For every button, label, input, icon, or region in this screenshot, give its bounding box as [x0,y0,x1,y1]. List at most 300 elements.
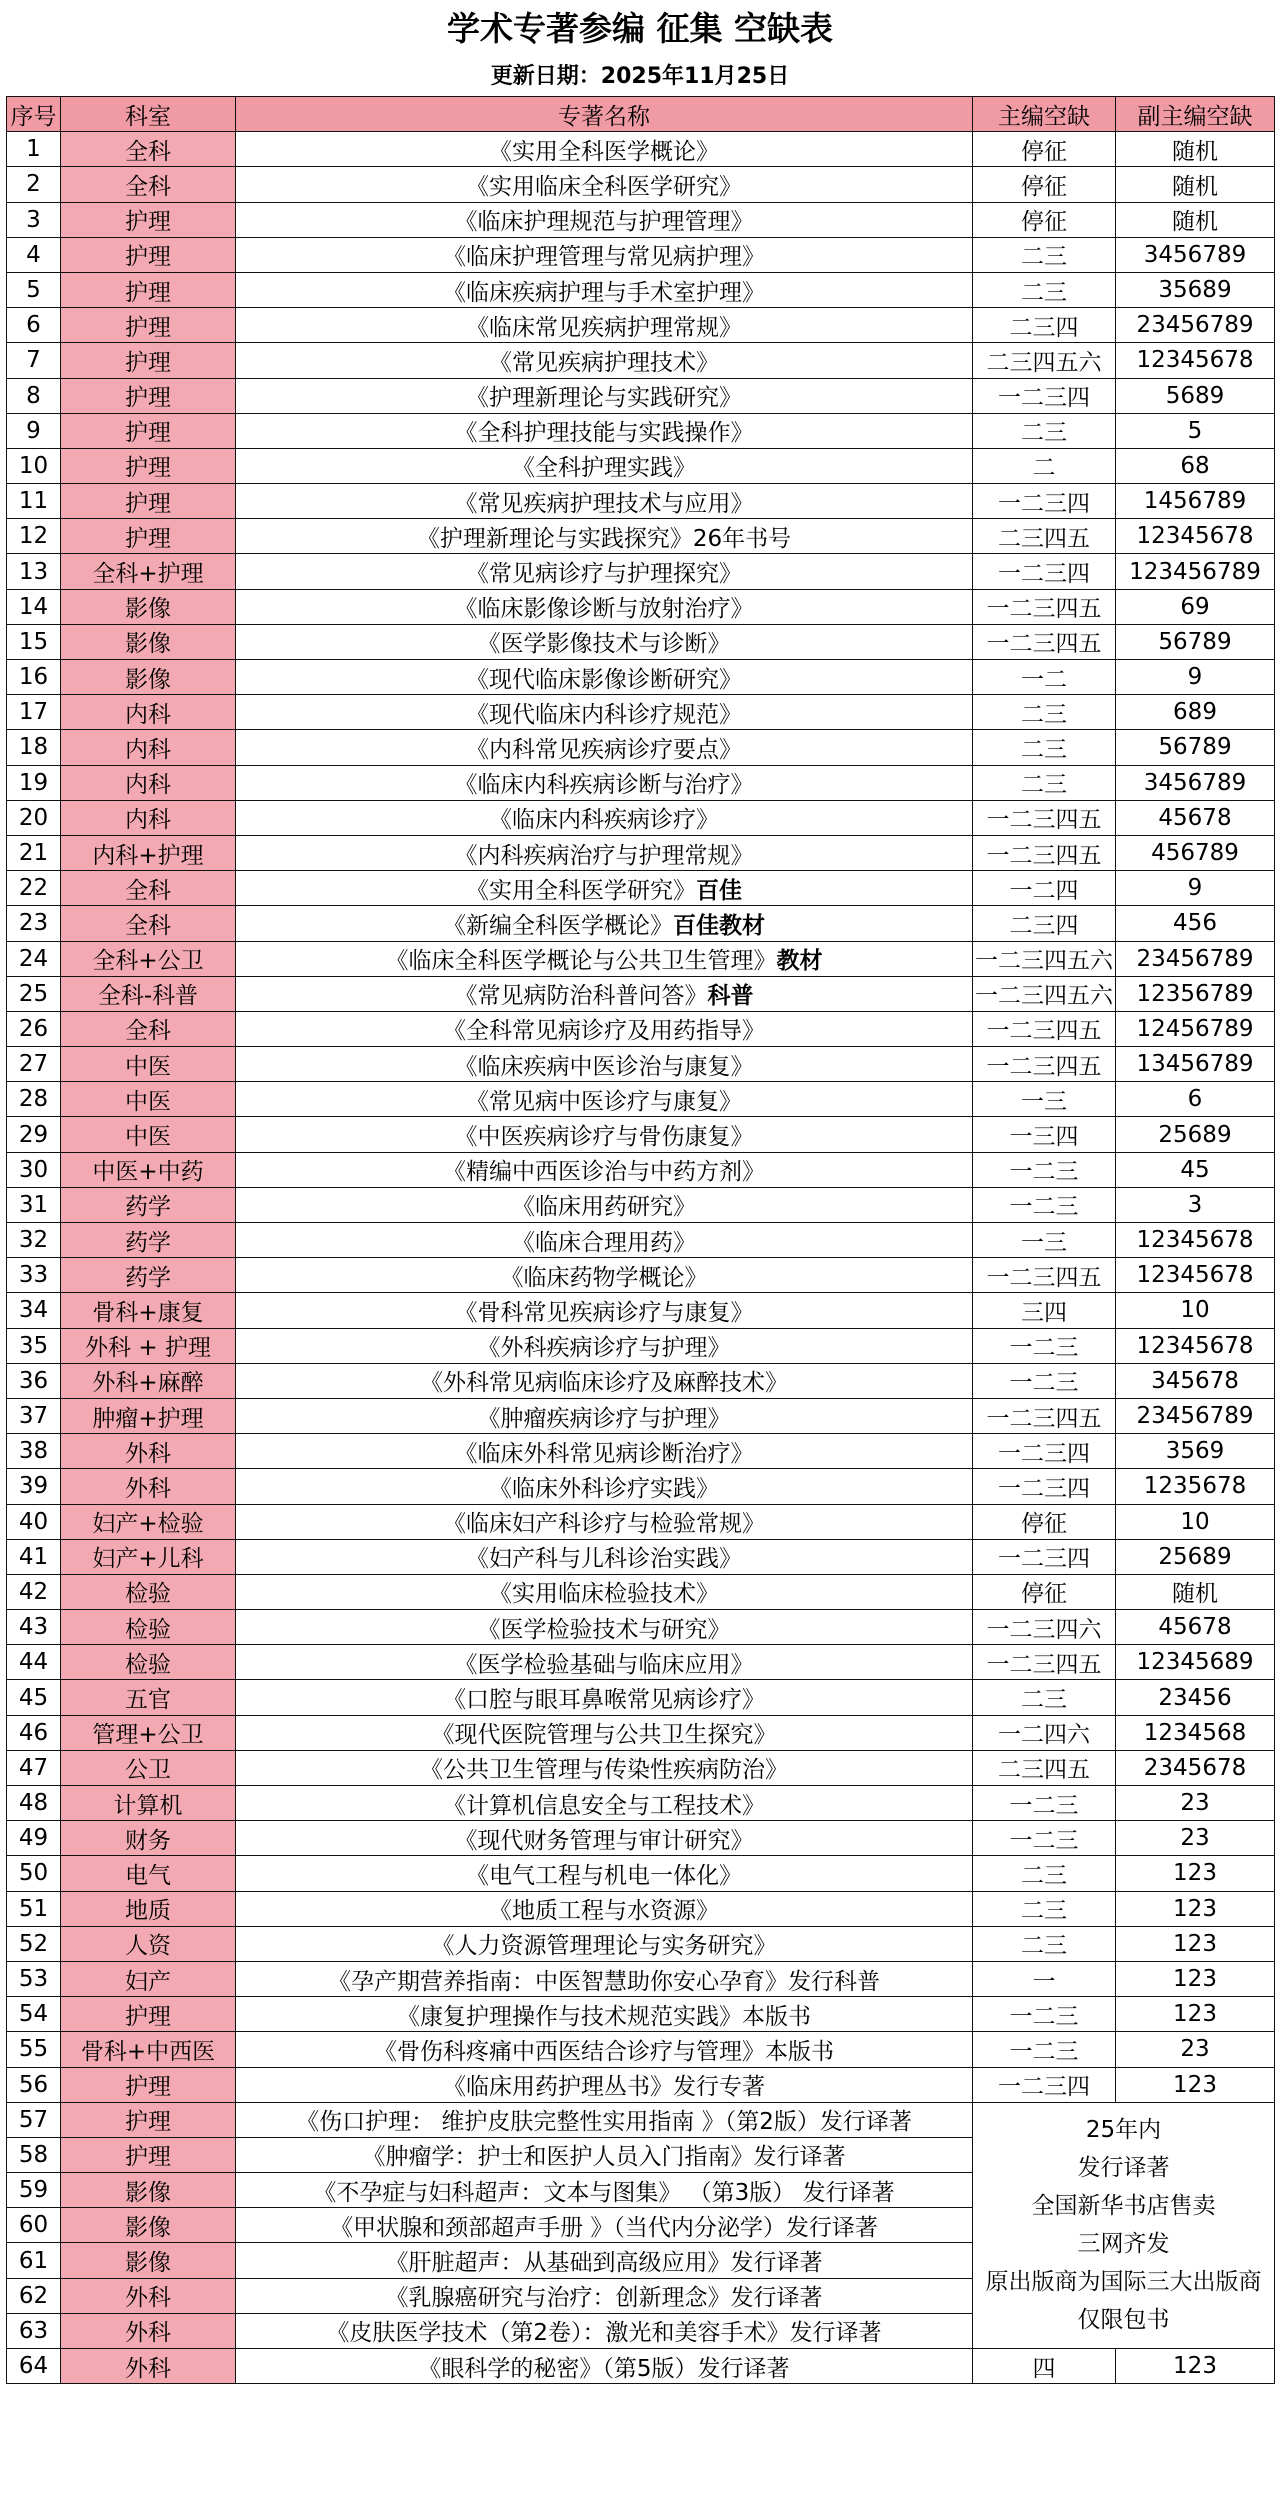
book-title-cell [236,1574,973,1609]
department-cell: 骨科+中西医 [61,2032,236,2067]
book-title: 《伤口护理： 维护皮肤完整性实用指南 》（第2版）发行译著 [296,2109,912,2136]
deputy-vacancy-cell: 10 [1116,1504,1275,1539]
book-title-cell [236,343,973,378]
deputy-vacancy-cell: 5689 [1116,378,1275,413]
editor-vacancy-cell: 二三四五六 [973,343,1116,378]
merged-translation-note [973,2102,1275,2348]
book-title: 《不孕症与妇科超声：文本与图集》 （第3版） 发行译著 [313,2179,895,2206]
department-cell: 五官 [61,1680,236,1715]
table-row [7,1152,1275,1187]
row-number: 12 [7,519,61,554]
book-title-cell [236,272,973,307]
row-number: 57 [7,2102,61,2137]
deputy-vacancy-cell: 10 [1116,1293,1275,1328]
row-number: 13 [7,554,61,589]
department-cell: 中医 [61,1047,236,1082]
table-row [7,237,1275,272]
book-title-cell [236,1961,973,1996]
deputy-vacancy-cell: 25689 [1116,1117,1275,1152]
table-row [7,167,1275,202]
book-title: 《护理新理论与实践探究》26年书号 [416,525,792,552]
deputy-vacancy-cell: 12345689 [1116,1645,1275,1680]
book-title: 《常见疾病护理技术》 [489,349,719,376]
note-line: 25年内 [1085,2117,1162,2144]
table-row [7,1504,1275,1539]
row-number: 25 [7,976,61,1011]
row-number: 27 [7,1047,61,1082]
deputy-vacancy-cell: 1234568 [1116,1715,1275,1750]
deputy-vacancy-cell: 23456789 [1116,308,1275,343]
table-row [7,1258,1275,1293]
row-number: 16 [7,660,61,695]
editor-vacancy-cell: 停征 [973,202,1116,237]
row-number: 45 [7,1680,61,1715]
table-row [7,871,1275,906]
department-cell: 内科 [61,695,236,730]
department-cell: 影像 [61,2173,236,2208]
book-title: 《骨科常见疾病诊疗与康复》 [454,1299,754,1326]
department-cell: 全科 [61,906,236,941]
department-cell: 检验 [61,1610,236,1645]
deputy-vacancy-cell: 23 [1116,2032,1275,2067]
deputy-vacancy-cell: 随机 [1116,167,1275,202]
editor-vacancy-cell: 二 [973,448,1116,483]
book-title-cell [236,1469,973,1504]
book-title: 《常见疾病护理技术与应用》 [454,490,754,517]
book-title: 《临床合理用药》 [512,1229,696,1256]
row-number: 43 [7,1610,61,1645]
book-title-cell [236,730,973,765]
book-title-cell [236,2278,973,2313]
department-cell: 全科+公卫 [61,941,236,976]
department-cell: 内科 [61,800,236,835]
row-number: 2 [7,167,61,202]
editor-vacancy-cell: 二三四五 [973,519,1116,554]
editor-vacancy-cell: 一二三四五 [973,1011,1116,1046]
book-title: 《常见病防治科普问答》 [454,983,708,1010]
table-row [7,1398,1275,1433]
row-number: 26 [7,1011,61,1046]
row-number: 9 [7,413,61,448]
table-row [7,448,1275,483]
book-title: 《临床妇产科诊疗与检验常规》 [443,1511,765,1538]
department-cell: 妇产+检验 [61,1504,236,1539]
deputy-vacancy-cell: 9 [1116,871,1275,906]
department-cell: 电气 [61,1856,236,1891]
deputy-vacancy-cell: 69 [1116,589,1275,624]
editor-vacancy-cell: 一二三四五 [973,800,1116,835]
department-cell: 检验 [61,1645,236,1680]
book-title-cell [236,624,973,659]
book-title-cell [236,835,973,870]
book-title-cell [236,2208,973,2243]
book-title-cell [236,1117,973,1152]
editor-vacancy-cell: 二三 [973,1891,1116,1926]
row-number: 61 [7,2243,61,2278]
book-title: 《康复护理操作与技术规范实践》本版书 [397,2003,811,2030]
table-row [7,202,1275,237]
editor-vacancy-cell: 一二三四五 [973,835,1116,870]
department-cell: 地质 [61,1891,236,1926]
book-title: 《全科护理技能与实践操作》 [454,420,754,447]
book-title-cell [236,1997,973,2032]
department-cell: 内科 [61,730,236,765]
editor-vacancy-cell: 一二四六 [973,1715,1116,1750]
book-title-cell [236,1610,973,1645]
row-number: 35 [7,1328,61,1363]
editor-vacancy-cell: 一二 [973,660,1116,695]
table-row [7,1961,1275,1996]
table-row [7,132,1275,167]
note-line: 三网齐发 [1077,2231,1170,2258]
table-row [7,695,1275,730]
deputy-vacancy-cell: 12345678 [1116,1328,1275,1363]
table-row [7,1715,1275,1750]
department-cell: 护理 [61,448,236,483]
book-title: 《全科护理实践》 [512,455,696,482]
department-cell: 护理 [61,2137,236,2172]
table-row [7,1856,1275,1891]
book-title: 《外科疾病诊疗与护理》 [477,1335,731,1362]
book-title-cell [236,132,973,167]
book-title-cell [236,1363,973,1398]
department-cell: 检验 [61,1574,236,1609]
table-row [7,730,1275,765]
row-number: 24 [7,941,61,976]
editor-vacancy-cell: 一二三四五 [973,1258,1116,1293]
book-title: 《现代财务管理与审计研究》 [454,1827,754,1854]
department-cell: 外科 [61,2349,236,2384]
book-title-cell [236,2137,973,2172]
book-title-cell [236,976,973,1011]
book-title: 《医学检验技术与研究》 [477,1616,731,1643]
book-title: 《实用临床检验技术》 [489,1581,719,1608]
book-title: 《现代临床影像诊断研究》 [466,666,742,693]
department-cell: 中医 [61,1117,236,1152]
row-number: 44 [7,1645,61,1680]
book-title-cell [236,765,973,800]
row-number: 47 [7,1750,61,1785]
row-number: 63 [7,2313,61,2348]
department-cell: 外科+麻醉 [61,1363,236,1398]
book-title: 《常见病诊疗与护理探究》 [466,561,742,588]
department-cell: 全科 [61,871,236,906]
table-row [7,413,1275,448]
row-number: 41 [7,1539,61,1574]
book-title-cell [236,1856,973,1891]
table-row [7,1082,1275,1117]
row-number: 20 [7,800,61,835]
table-row [7,1750,1275,1785]
deputy-vacancy-cell: 3456789 [1116,237,1275,272]
table-row [7,1223,1275,1258]
editor-vacancy-cell: 一二三四五 [973,1645,1116,1680]
row-number: 28 [7,1082,61,1117]
row-number: 59 [7,2173,61,2208]
editor-vacancy-cell: 一二三 [973,1997,1116,2032]
department-cell: 外科 [61,1434,236,1469]
table-row [7,343,1275,378]
table-row [7,941,1275,976]
department-cell: 肿瘤+护理 [61,1398,236,1433]
deputy-vacancy-cell: 123 [1116,1891,1275,1926]
row-number: 23 [7,906,61,941]
department-cell: 护理 [61,413,236,448]
editor-vacancy-cell: 二三 [973,695,1116,730]
row-number: 51 [7,1891,61,1926]
book-title: 《临床全科医学概论与公共卫生管理》 [385,948,777,975]
book-title-cell [236,906,973,941]
book-title-cell [236,448,973,483]
deputy-vacancy-cell: 9 [1116,660,1275,695]
row-number: 5 [7,272,61,307]
table-row [7,2032,1275,2067]
book-title-cell [236,237,973,272]
deputy-vacancy-cell: 6 [1116,1082,1275,1117]
deputy-vacancy-cell: 68 [1116,448,1275,483]
editor-vacancy-cell: 一二三 [973,1821,1116,1856]
row-number: 49 [7,1821,61,1856]
table-row [7,519,1275,554]
header-editor: 主编空缺 [973,97,1116,132]
update-date: 更新日期：2025年11月25日 [490,64,790,89]
book-title: 《常见病中医诊疗与康复》 [466,1088,742,1115]
deputy-vacancy-cell: 23456789 [1116,1398,1275,1433]
deputy-vacancy-cell: 3456789 [1116,765,1275,800]
department-cell: 护理 [61,308,236,343]
row-number: 8 [7,378,61,413]
book-title-cell [236,589,973,624]
table-row [7,765,1275,800]
table-row [7,660,1275,695]
book-title: 《医学影像技术与诊断》 [477,631,731,658]
department-cell: 护理 [61,519,236,554]
row-number: 1 [7,132,61,167]
book-title-cell [236,1152,973,1187]
department-cell: 财务 [61,1821,236,1856]
note-line: 原出版商为国际三大出版商 [985,2269,1262,2296]
editor-vacancy-cell: 一二三四 [973,2067,1116,2102]
book-title: 《临床疾病护理与手术室护理》 [443,279,765,306]
book-title-cell [236,1434,973,1469]
table-row [7,1434,1275,1469]
deputy-vacancy-cell: 12456789 [1116,1011,1275,1046]
row-number: 17 [7,695,61,730]
book-title-cell [236,2032,973,2067]
deputy-vacancy-cell: 45678 [1116,800,1275,835]
book-title-cell [236,1328,973,1363]
department-cell: 管理+公卫 [61,1715,236,1750]
editor-vacancy-cell: 二三 [973,1680,1116,1715]
department-cell: 药学 [61,1187,236,1222]
deputy-vacancy-cell: 123 [1116,1926,1275,1961]
book-title-cell [236,1258,973,1293]
header-deputy: 副主编空缺 [1116,97,1275,132]
row-number: 19 [7,765,61,800]
table-row [7,1047,1275,1082]
book-title: 《全科常见病诊疗及用药指导》 [443,1018,765,1045]
book-title-cell [236,1645,973,1680]
department-cell: 护理 [61,202,236,237]
deputy-vacancy-cell: 456789 [1116,835,1275,870]
editor-vacancy-cell: 一三 [973,1223,1116,1258]
department-cell: 外科 + 护理 [61,1328,236,1363]
deputy-vacancy-cell: 5 [1116,413,1275,448]
book-tag: 教材 [776,948,823,975]
book-title-cell [236,1082,973,1117]
book-title: 《实用临床全科医学研究》 [466,173,742,200]
row-number: 56 [7,2067,61,2102]
table-row [7,1328,1275,1363]
book-title: 《口腔与眼耳鼻喉常见病诊疗》 [443,1687,765,1714]
book-title: 《实用全科医学研究》 [466,877,696,904]
book-title: 《护理新理论与实践研究》 [466,385,742,412]
book-title-cell [236,2173,973,2208]
deputy-vacancy-cell: 1456789 [1116,484,1275,519]
book-title: 《皮肤医学技术（第2卷）：激光和美容手术》发行译著 [326,2320,882,2347]
row-number: 7 [7,343,61,378]
deputy-vacancy-cell: 123 [1116,2067,1275,2102]
row-number: 18 [7,730,61,765]
department-cell: 骨科+康复 [61,1293,236,1328]
deputy-vacancy-cell: 12345678 [1116,519,1275,554]
editor-vacancy-cell: 一三四 [973,1117,1116,1152]
table-row [7,589,1275,624]
page-title: 学术专著参编 征集 空缺表 [447,9,833,48]
editor-vacancy-cell: 一二三 [973,1786,1116,1821]
row-number: 62 [7,2278,61,2313]
department-cell: 妇产+儿科 [61,1539,236,1574]
row-number: 37 [7,1398,61,1433]
row-number: 36 [7,1363,61,1398]
table-row [7,2067,1275,2102]
note-line: 仅限包书 [1077,2307,1170,2334]
table-row [7,1574,1275,1609]
row-number: 60 [7,2208,61,2243]
department-cell: 计算机 [61,1786,236,1821]
editor-vacancy-cell: 一三 [973,1082,1116,1117]
book-title-cell [236,1047,973,1082]
book-title-cell [236,695,973,730]
book-title-cell [236,378,973,413]
row-number: 33 [7,1258,61,1293]
book-title: 《内科疾病治疗与护理常规》 [454,842,754,869]
department-cell: 中医 [61,1082,236,1117]
row-number: 64 [7,2349,61,2384]
table-row [7,1187,1275,1222]
table-row [7,1645,1275,1680]
book-title: 《临床外科诊疗实践》 [489,1475,719,1502]
editor-vacancy-cell: 一二三四五 [973,1047,1116,1082]
row-number: 50 [7,1856,61,1891]
row-number: 21 [7,835,61,870]
table-row [7,308,1275,343]
table-row [7,1011,1275,1046]
book-title-cell [236,2102,973,2137]
deputy-vacancy-cell: 23 [1116,1821,1275,1856]
deputy-vacancy-cell: 3569 [1116,1434,1275,1469]
table-row [7,1891,1275,1926]
deputy-vacancy-cell: 23456789 [1116,941,1275,976]
row-number: 38 [7,1434,61,1469]
department-cell: 影像 [61,2243,236,2278]
book-title: 《临床护理管理与常见病护理》 [443,244,765,271]
row-number: 40 [7,1504,61,1539]
book-title-cell [236,1680,973,1715]
book-title-cell [236,2243,973,2278]
editor-vacancy-cell: 三四 [973,1293,1116,1328]
book-title-cell [236,1891,973,1926]
book-title-cell [236,1011,973,1046]
book-title-cell [236,2349,973,2384]
editor-vacancy-cell: 一二四 [973,871,1116,906]
book-title-cell [236,1293,973,1328]
department-cell: 护理 [61,2102,236,2137]
table-row [7,1117,1275,1152]
editor-vacancy-cell: 停征 [973,1504,1116,1539]
row-number: 14 [7,589,61,624]
row-number: 3 [7,202,61,237]
book-title: 《内科常见疾病诊疗要点》 [466,736,742,763]
book-title-cell [236,308,973,343]
row-number: 11 [7,484,61,519]
book-title: 《现代医院管理与公共卫生探究》 [431,1722,777,1749]
book-title: 《外科常见病临床诊疗及麻醉技术》 [420,1370,788,1397]
book-title: 《新编全科医学概论》 [443,912,673,939]
row-number: 6 [7,308,61,343]
department-cell: 中医+中药 [61,1152,236,1187]
deputy-vacancy-cell: 随机 [1116,202,1275,237]
book-title: 《人力资源管理理论与实务研究》 [431,1933,777,1960]
editor-vacancy-cell: 一二三 [973,2032,1116,2067]
table-row [7,1786,1275,1821]
book-title: 《计算机信息安全与工程技术》 [443,1792,765,1819]
row-number: 48 [7,1786,61,1821]
deputy-vacancy-cell: 12345678 [1116,343,1275,378]
editor-vacancy-cell: 一二三四 [973,1539,1116,1574]
book-title: 《临床内科疾病诊疗》 [489,807,719,834]
book-title-cell [236,660,973,695]
book-tag: 百佳 [696,877,742,904]
table-row [7,624,1275,659]
deputy-vacancy-cell: 35689 [1116,272,1275,307]
deputy-vacancy-cell: 23456 [1116,1680,1275,1715]
table-row [7,1539,1275,1574]
book-title: 《肝脏超声：从基础到高级应用》发行译著 [385,2250,823,2277]
book-title: 《临床护理规范与护理管理》 [454,209,754,236]
editor-vacancy-cell: 一二三四 [973,378,1116,413]
book-title-cell [236,413,973,448]
editor-vacancy-cell: 一二三 [973,1363,1116,1398]
deputy-vacancy-cell: 3 [1116,1187,1275,1222]
department-cell: 影像 [61,589,236,624]
editor-vacancy-cell: 二三 [973,1926,1116,1961]
editor-vacancy-cell: 二三 [973,730,1116,765]
editor-vacancy-cell: 一二三四 [973,1434,1116,1469]
book-title-cell [236,941,973,976]
book-title: 《孕产期营养指南：中医智慧助你安心孕育》发行科普 [328,1968,880,1995]
deputy-vacancy-cell: 13456789 [1116,1047,1275,1082]
editor-vacancy-cell: 四 [973,2349,1116,2384]
editor-vacancy-cell: 一二三 [973,1152,1116,1187]
book-title: 《乳腺癌研究与治疗：创新理念》发行译著 [385,2285,823,2312]
deputy-vacancy-cell: 随机 [1116,132,1275,167]
department-cell: 外科 [61,1469,236,1504]
row-number: 53 [7,1961,61,1996]
row-number: 52 [7,1926,61,1961]
header-no: 序号 [7,97,61,132]
book-title: 《骨伤科疼痛中西医结合诊疗与管理》本版书 [374,2038,834,2065]
